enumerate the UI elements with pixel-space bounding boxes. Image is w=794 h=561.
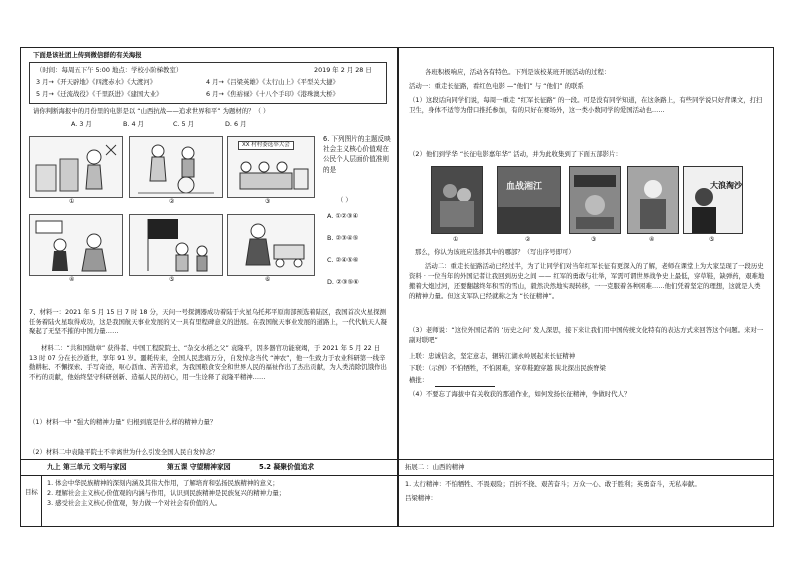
question-2: （2）他们到学华 “长征电影嘉年华” 活动，并为此收集到了下面五部影片：	[409, 150, 622, 158]
film-5-art	[684, 167, 742, 233]
couplet-answer-line[interactable]	[435, 386, 495, 387]
q7-material-2: 材料二：“共和国勋章” 获得者、中国工程院院士、“杂交水稻之父” 袁隆平，因多器官功能衰竭，于 2021 年 5 月 22 日 13 时 07 分在长沙逝世，享年 91 岁。噩耗传来，全国人民悲痛万分，自发悼念当代 “神农”，他一生致力于农业科研第一线辛勤耕耘、不懈探索、手写奇迹，呕心沥血、苦苦追求，为我国粮食安全和世界人民的福祉作出了杰出贡献，为人类消除饥饿作出不朽的贡献，他始终坚守科研创新、造福人民的初心，用一生诠释了袁隆平精神……	[29, 344, 387, 381]
after-films-question: 那么，你认为该班应选择其中的哪部？（写出序号即可）	[415, 248, 575, 256]
footer-lesson: 第五课 守望精神家园	[167, 463, 231, 471]
film-label-5: ⑤	[709, 236, 715, 243]
film-label-2: ②	[525, 236, 531, 243]
film-2-title: 血战湘江	[506, 182, 543, 192]
footer-mid-rule	[21, 475, 397, 476]
cartoon-3-drawing	[228, 137, 314, 197]
option-a: A. 3 月	[71, 120, 92, 128]
poster-line1-left: （时间：每周五下午 5:00 地点：学校小阶梯教室）	[36, 66, 183, 74]
footer-top-rule	[21, 459, 397, 460]
taihang-spirit: 1. 太行精神：不怕牺牲、不畏艰险；百折不挠、艰苦奋斗；万众一心、敢于胜利；英勇奋斗，无私奉献。	[405, 480, 701, 488]
film-1-art	[432, 167, 482, 233]
poster-row1a: 3 月→《开天辟地》《四渡赤水》《大渡河》	[36, 78, 157, 86]
q6-choice-b: B. ②③④⑤	[327, 234, 359, 242]
pic-label-3: ③	[265, 198, 271, 205]
option-c: C. 5 月	[173, 120, 195, 128]
film-label-3: ③	[591, 236, 597, 243]
ext-top-rule	[399, 459, 773, 460]
pic-label-1: ①	[69, 198, 75, 205]
film-label-1: ①	[453, 236, 459, 243]
cartoon-picture-1	[29, 136, 123, 198]
option-b: B. 4 月	[123, 120, 144, 128]
left-intro: 下面是该社团上传到微信群的有关海报	[33, 51, 142, 59]
question-3: （3）老师说：“这位外国记者的 ‘历史之问’ 发人深思，接下来让我们用中国传统文化特有的表达方式来回答这个问题。来对一副对联吧”	[409, 326, 764, 344]
option-d: D. 6 月	[225, 120, 247, 128]
cartoon-1-drawing	[30, 137, 122, 197]
footer-divider	[41, 475, 42, 527]
cartoon-picture-2	[129, 136, 223, 198]
goal-2: 2. 理解社会主义核心价值观的内涵与作用，认识到民族精神是民族复兴的精神力量；	[47, 489, 286, 497]
pic-label-2: ②	[169, 198, 175, 205]
question-1: （1）这段话向同学们说，每周一重走 “红军长征路” 的一段。可是没有同学知道，在这条路上，有些同学说只好背课文，打扫卫生，身体不适等为借口推托参加，有的只好在赛场外，这一类小数同学的爱国活动也……	[409, 96, 763, 114]
q6-stem: 6. 下列图片的主题反映社会主义核心价值观在公民个人层面价值准则的是	[323, 135, 391, 174]
pic-label-6: ⑥	[265, 276, 271, 283]
cartoon-picture-6	[227, 214, 315, 276]
activity-2-text: 活动二：重走长征路活动已经过半，为了让同学们对当年红军长征有更深入的了解，老师在课堂上为大家呈现了一段历史资料 · 一位当年的外国记者让我回到历史之间 —— 红军的勇敢与壮举，军需可谓世界战争史上最低，穿草鞋，缺弹药，艰难地搬着大炮过河，还要翻越终年积雪的雪山，毅然决然地实现转移，一一克服着各种困难……他们凭着坚定的理想，这就是人类的精神力量。但这支军队已经就称之为 “长征精神”。	[409, 262, 765, 300]
couplet-horizontal: 横批：	[409, 376, 429, 384]
film-poster-1	[431, 166, 483, 234]
film-label-4: ④	[649, 236, 655, 243]
cartoon-picture-4	[29, 214, 123, 276]
film-poster-4	[627, 166, 679, 234]
couplet-upper: 上联：忠诚信念，坚定意志，辗转江湖永岭展起来长征精神	[409, 352, 576, 360]
q6-choice-c: C. ②④⑤⑥	[327, 256, 359, 264]
footer-course: 九上 第三单元 文明与家园	[47, 463, 127, 471]
ext-title: 拓展二 ：山西的精神	[405, 463, 465, 471]
cartoon-4-drawing	[30, 215, 122, 275]
poster-row2a: 5 月→《迁流战役》《千里跃进》《建国大业》	[36, 90, 163, 98]
film-2-art	[498, 167, 560, 233]
film-poster-3	[569, 166, 621, 234]
pic-label-5: ⑤	[169, 276, 175, 283]
question-months: 请你判断海报中的月份里的电影是以 “山西抗战——追求世界和平” 为题材的？（ ）	[33, 107, 270, 115]
right-intro: 各班积极响应，活动各有特色。下列是该校某班开展活动的过程：	[425, 68, 611, 76]
q7-material-1: 7、材料一：2021 年 5 月 15 日 7 时 18 分，天问一号探测器成功着陆于火星乌托邦平原南部预选着陆区，我国首次火星探测任务着陆火星取得成功，这是我国航天事业发展的又一具有里程碑意义的进展。在我国航天事业发展的道路上，一代代航天人凝聚起了无坚不摧的中国力量……	[29, 308, 387, 336]
poster-row2b: 6 月→《焦裕禄》《十八个手印》《港珠澳大桥》	[206, 90, 339, 98]
ext-mid-rule	[399, 475, 773, 476]
film-poster-5	[683, 166, 743, 234]
cartoon-picture-5	[129, 214, 223, 276]
goal-1: 1. 体会中华民族精神的深刻内涵及其伟大作用，了解培育和弘扬民族精神的意义；	[47, 479, 279, 487]
film-3-art	[570, 167, 620, 233]
footer-section: 5.2 凝聚价值追求	[259, 463, 315, 471]
poster-date: 2019 年 2 月 28 日	[314, 66, 372, 74]
film-4-art	[628, 167, 678, 233]
cartoon-picture-3	[227, 136, 315, 198]
q7-sub2: （2）材料二中袁隆平院士不幸离世为什么引发全国人民自发悼念？	[29, 448, 219, 456]
goal-3: 3. 感受社会主义核心价值观，努力做一个对社会有价值的人。	[47, 499, 222, 507]
film-poster-2	[497, 166, 561, 234]
q7-sub1: （1）材料一中 “强大的精神力量” 归根到底是什么样的精神力量？	[29, 418, 217, 426]
goals-label: 目标	[25, 488, 38, 496]
cartoon-6-drawing	[228, 215, 314, 275]
q6-paren: （ ）	[337, 196, 352, 204]
poster-box	[29, 62, 387, 104]
q6-choice-a: A. ①②③④	[327, 212, 359, 220]
activity-1-title: 活动一：重走长征路，看红色电影 —“他们” 与 “他们” 的联系	[409, 82, 584, 90]
pic3-banner: XX 村村委选举大会	[238, 141, 294, 150]
poster-row1b: 4 月→《吕梁英雄》《太行山上》《平型关大捷》	[206, 78, 339, 86]
right-panel	[398, 47, 774, 527]
pic-label-4: ④	[69, 276, 75, 283]
q6-choice-d: D. ②③⑤⑥	[327, 278, 359, 286]
left-panel	[20, 47, 398, 527]
lvliang-spirit: 吕梁精神：	[405, 494, 437, 502]
cartoon-5-drawing	[130, 215, 222, 275]
cartoon-2-drawing	[130, 137, 222, 197]
question-4: （4）不要忘了海拔中有关收获的那道作业，如何发扬长征精神，争做时代人？	[409, 390, 631, 398]
film-5-title: 大浪淘沙	[710, 181, 742, 190]
couplet-lower: 下联：（示例）不怕牺牲，不怕困难，穿草鞋跑穿越 陕北探出民族脊梁	[409, 364, 606, 372]
